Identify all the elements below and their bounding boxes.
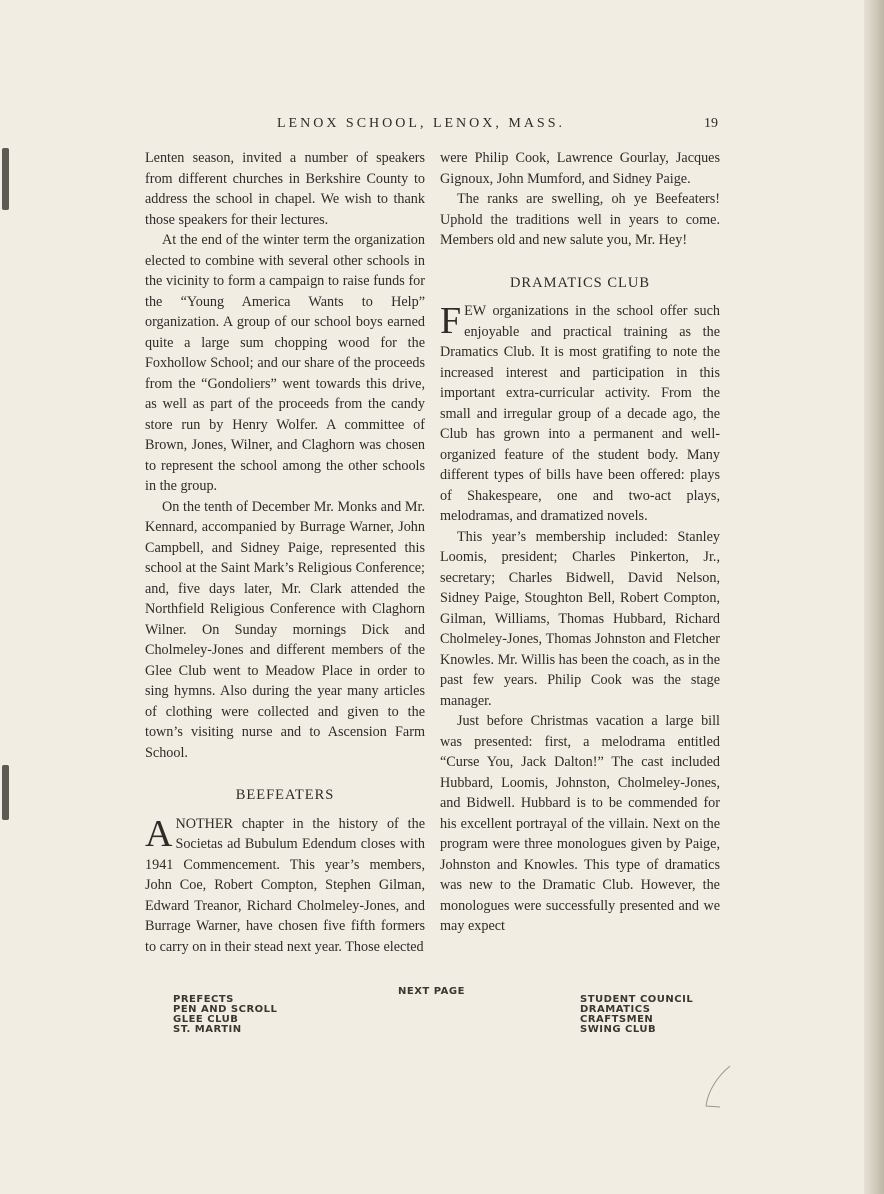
nav-left-links <box>173 995 277 1035</box>
left-column <box>145 148 425 957</box>
nav-link-pen-and-scroll[interactable]: PEN AND SCROLL <box>173 1004 278 1015</box>
pencil-mark <box>700 1062 740 1112</box>
paragraph: This year’s membership included: Stanley Loomis, president; Charles Pinkerton, Jr., secretary; Charles Bidwell, David Nelson, Sidney Paige, Stoughton Bell, Robert Compton, Gilman, Williams, Thomas Hubbard, Richard Cholmeley-Jones, Thomas Johnston and Fletcher Knowles. Mr. Willis has been the coach, as in the past few years. Philip Cook was the stage manager. <box>440 528 720 709</box>
paragraph: On the tenth of December Mr. Monks and Mr. Kennard, accompanied by Burrage Warner, John Campbell, and Sidney Paige, represented this school at the Saint Mark’s Religious Conference; and, five days later, Mr. Clark attended the Northfield Religious Conference with Claghorn Wilner. On Sunday mornings Dick and Cholmeley-Jones and different members of the Glee Club went to Meadow Place in order to sing hymns. Also during the year many articles of clothing were collected and given to the town’s visiting nurse and to Ascension Farm School. <box>145 498 425 761</box>
dramatics-intro <box>440 301 720 527</box>
nav-link-st-martin[interactable]: ST. MARTIN <box>173 1024 242 1035</box>
running-title: LENOX SCHOOL, LENOX, MASS. <box>277 116 566 131</box>
right-column <box>440 148 720 937</box>
nav-link-student-council[interactable]: STUDENT COUNCIL <box>580 994 694 1005</box>
paragraph: The ranks are swelling, oh ye Beefeaters! Uphold the traditions well in years to come. Members old and new salute you, Mr. Hey! <box>440 191 720 248</box>
binding-mark <box>2 148 9 210</box>
nav-right-links <box>580 995 693 1035</box>
paragraph: were Philip Cook, Lawrence Gourlay, Jacques Gignoux, John Mumford, and Sidney Paige. <box>440 150 720 187</box>
page-number: 19 <box>704 116 718 131</box>
paragraph: Just before Christmas vacation a large bill was presented: first, a melodrama entitled “Curse You, Jack Dalton!” The cast included Hubbard, Loomis, Johnston, Cholmeley-Jones, and Bidwell. Hubbard is to be commended for his excellent portrayal of the villain. Next on the program were three monologues given by Paige, Johnston and Knowles. This type of dramatics was new to the Dramatic Club. However, the monologues were successfully presented and we may expect <box>440 713 720 934</box>
paragraph: Lenten season, invited a number of speakers from different churches in Berkshire County to address the school in chapel. We wish to thank those speakers for their lectures. <box>145 150 425 228</box>
drop-cap: A <box>145 812 173 855</box>
paragraph-text: NOTHER chapter in the history of the Societas ad Bubulum Edendum closes with 1941 Commencement. This year’s members, John Coe, Robert Compton, Stephen Gilman, Edward Treanor, Richard Cholmeley-Jones, and Burrage Warner, have chosen five fifth formers to carry on in their stead next year. Those elected <box>145 815 425 955</box>
nav-link-craftsmen[interactable]: CRAFTSMEN <box>580 1014 654 1025</box>
drop-cap: F <box>440 300 462 342</box>
beefeaters-intro <box>145 814 425 958</box>
nav-link-swing-club[interactable]: SWING CLUB <box>580 1024 657 1035</box>
paragraph: At the end of the winter term the organization elected to combine with several other schools in the vicinity to form a campaign to raise funds for the “Young America Wants to Help” organization. A group of our school boys earned quite a large sum chopping wood for the Foxhollow School; and our share of the proceeds from the “Gondoliers” went towards this drive, as well as part of the proceeds from the candy store run by Henry Wolfer. A committee of Brown, Jones, Wilner, and Claghorn was chosen to represent the school among the other schools in the group. <box>145 232 425 494</box>
nav-link-dramatics[interactable]: DRAMATICS <box>580 1004 651 1015</box>
next-page-link[interactable]: NEXT PAGE <box>398 986 465 997</box>
running-header <box>0 116 864 138</box>
nav-link-prefects[interactable]: PREFECTS <box>173 994 234 1005</box>
page-edge <box>864 0 884 1194</box>
section-heading-dramatics: DRAMATICS CLUB <box>509 274 651 291</box>
paragraph-text: EW organizations in the school offer such enjoyable and practical training as the Dramatics Club. It is most gratifing to note the increased interest and participation in this important extra-curricular activity. From the small and irregular group of a decade ago, the Club has grown into a permanent and well-organized feature of the student body. Many different types of bills have been offered: plays of Shakespeare, one and two-act plays, melodramas, and dramatized novels. <box>440 303 720 524</box>
section-heading-beefeaters: BEEFEATERS <box>235 787 335 803</box>
binding-mark <box>2 765 9 820</box>
nav-link-glee-club[interactable]: GLEE CLUB <box>173 1014 239 1025</box>
